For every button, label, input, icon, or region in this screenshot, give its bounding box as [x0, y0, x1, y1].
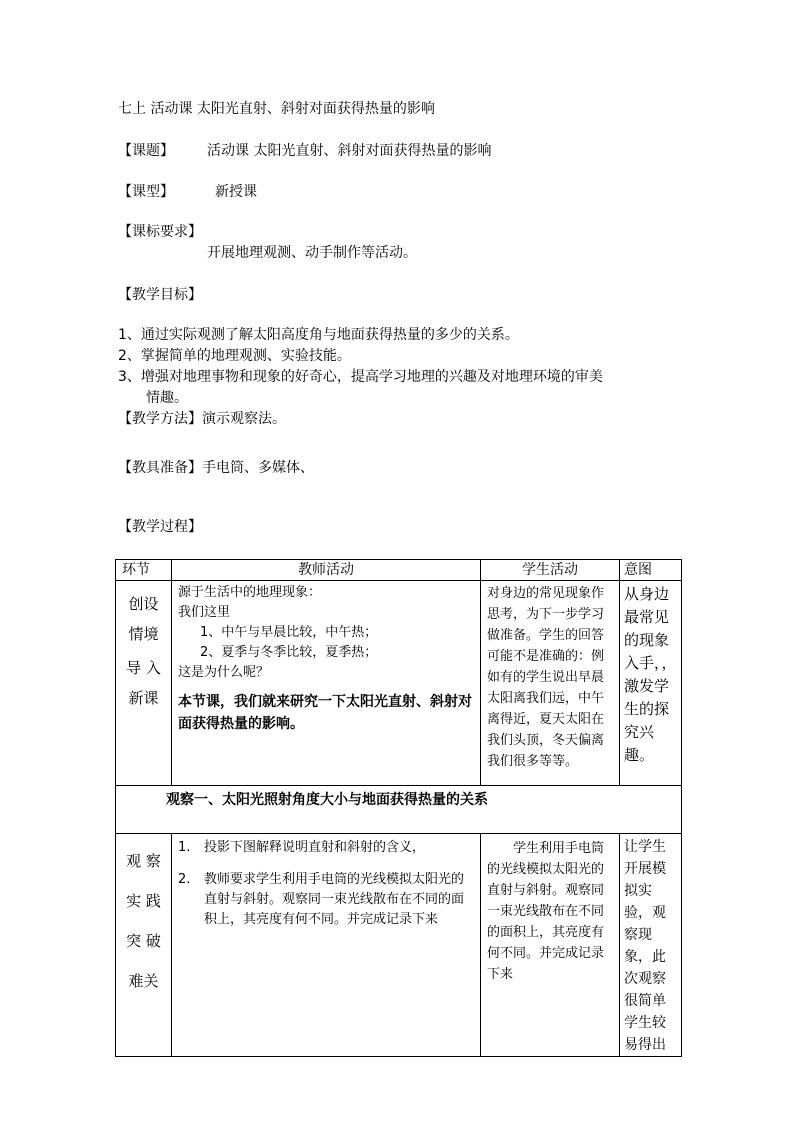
observation-title: 观察一、太阳光照射角度大小与地面获得热量的关系 [116, 786, 682, 834]
stage-text: 新课 [128, 689, 159, 707]
table-row [116, 834, 682, 1057]
table-header-row [116, 560, 682, 581]
student-activity-cell: 对身边的常见现象作思考，为下一步学习做准备。学生的回答可能不是准确的：例如有的学生说出早晨太阳离我们远，中午离得近，夏天太阳在我们头顶，冬天偏离我们很多等等。 [481, 581, 620, 786]
teacher-line: 这是为什么呢？ [178, 665, 270, 680]
doc-title: 七上 活动课 太阳光直射、斜射对面获得热量的影响 [118, 101, 435, 117]
stage-cell [116, 834, 172, 1057]
list-text: 投影下图解释说明直射和斜射的含义， [204, 840, 426, 855]
teacher-activity-cell [172, 834, 481, 1057]
teacher-line: 1、中午与早晨比较，中午热； [200, 625, 378, 640]
stage-text: 创设 [128, 595, 159, 613]
type-value: 新授课 [215, 184, 257, 200]
stage-text: 实 践 [126, 892, 161, 910]
stage-text: 突 破 [126, 932, 161, 950]
table-row [116, 581, 682, 786]
teacher-line: 我们这里 [178, 605, 231, 620]
goal-3b: 情趣。 [146, 390, 188, 406]
stage-text: 观 察 [126, 852, 161, 870]
teacher-line: 2、夏季与冬季比较，夏季热； [200, 645, 378, 660]
goal-3a: 3、增强对地理事物和现象的好奇心，提高学习地理的兴趣及对地理环境的审美 [118, 369, 603, 385]
process-table [115, 559, 682, 1057]
observation-title-row [116, 786, 682, 834]
list-number: 2. [178, 872, 191, 887]
col-header-teacher: 教师活动 [172, 560, 481, 581]
col-header-intent: 意图 [620, 560, 682, 581]
tools-line: 【教具准备】手电筒、多媒体、 [118, 460, 314, 476]
topic-label: 【课题】 [118, 143, 174, 159]
teacher-line: 源于生活中的地理现象： [178, 585, 322, 600]
standard-value: 开展地理观测、动手制作等活动。 [207, 245, 417, 261]
student-activity-cell [481, 834, 620, 1057]
method-line: 【教学方法】演示观察法。 [118, 411, 286, 427]
type-label: 【课型】 [118, 184, 174, 200]
teacher-list-item [178, 870, 474, 930]
col-header-student: 学生活动 [481, 560, 620, 581]
goal-1: 1、通过实际观测了解太阳高度角与地面获得热量的多少的关系。 [118, 327, 519, 343]
goal-2: 2、掌握简单的地理观测、实验技能。 [118, 348, 351, 364]
teacher-emphasis: 本节课，我们就来研究一下太阳光直射、斜射对面获得热量的影响。 [178, 694, 472, 732]
intent-cell: 让学生开展模拟实验，观察现象，此次观察很简单学生较易得出 [620, 834, 682, 1057]
stage-text: 难关 [128, 972, 159, 990]
stage-text: 情境 [128, 625, 159, 643]
teacher-list-item [178, 838, 474, 858]
topic-value: 活动课 太阳光直射、斜射对面获得热量的影响 [207, 143, 492, 159]
process-label: 【教学过程】 [118, 519, 202, 535]
student-text: 学生利用手电筒的光线模拟太阳光的直射与斜射。观察同一束光线散布在不同的面积上，其亮度有何不同。并完成记录下来 [487, 841, 605, 982]
intent-cell: 从身边最常见的现象入手，，激发学生的探究兴趣。 [620, 581, 682, 786]
standard-label: 【课标要求】 [118, 224, 202, 240]
col-header-stage: 环节 [116, 560, 172, 581]
goals-label: 【教学目标】 [118, 287, 202, 303]
stage-text: 导 入 [126, 659, 161, 677]
teacher-activity-cell [172, 581, 481, 786]
list-text: 教师要求学生利用手电筒的光线模拟太阳光的直射与斜射。观察同一束光线散布在不同的面积上，其亮度有何不同。并完成记录下来 [204, 872, 465, 927]
stage-cell [116, 581, 172, 786]
list-number: 1. [178, 840, 191, 855]
